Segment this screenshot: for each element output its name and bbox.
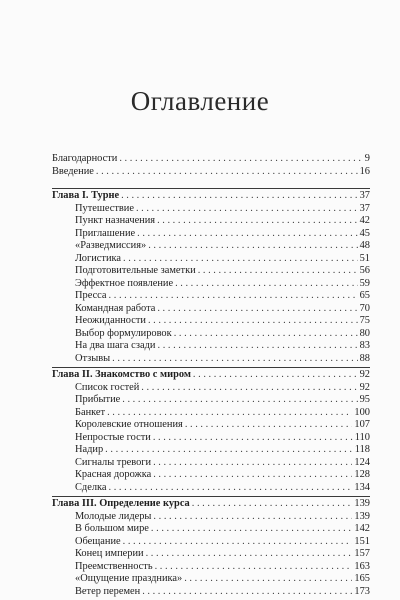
toc-subentry: [52, 419, 370, 432]
dot-leader: [185, 419, 353, 432]
chapter-heading-page: 92: [359, 369, 370, 380]
dot-leader: [109, 482, 353, 495]
dot-leader: [123, 253, 358, 266]
dot-leader: [184, 573, 352, 586]
toc-subentry-title: Прибытие: [75, 394, 121, 405]
dot-leader: [192, 498, 353, 511]
dot-leader: [148, 315, 358, 328]
toc-subentry: [52, 586, 370, 599]
toc-subentry-title: В большом мире: [75, 523, 149, 534]
toc-subentry-title: Неожиданности: [75, 315, 146, 326]
toc-subentry-title: Конец империи: [75, 548, 144, 559]
toc-subentry-page: 165: [354, 573, 370, 584]
toc-subentry-page: 128: [354, 469, 370, 480]
toc-subentry-page: 88: [359, 352, 370, 364]
toc-subentry: [52, 561, 370, 574]
toc-subentry: [52, 482, 370, 495]
toc-subentry: [52, 573, 370, 586]
toc-subentry: [52, 469, 370, 482]
dot-leader: [153, 469, 352, 482]
toc-subentry-title: Командная работа: [75, 302, 156, 314]
toc-subentry-page: 80: [359, 327, 370, 339]
toc-subentry: [52, 382, 370, 395]
toc-subentry-title: Подготовительные заметки: [75, 265, 196, 276]
toc-subentry: [52, 407, 370, 420]
dot-leader: [153, 432, 353, 445]
toc-subentry: [52, 315, 370, 328]
toc-subentry-page: 48: [359, 240, 370, 251]
dot-leader: [105, 444, 353, 457]
toc-subentry-title: Обещание: [75, 535, 121, 547]
dot-leader: [151, 523, 352, 536]
toc-subentry-title: Банкет: [75, 406, 106, 418]
chapter-divider: [52, 496, 370, 497]
toc-entry-page: 9: [364, 153, 370, 164]
toc-subentry-title: Список гостей: [75, 381, 140, 393]
dot-leader: [148, 240, 357, 253]
toc-subentry-title: Пресса: [75, 290, 107, 301]
toc-subentry-title: Преемственность: [75, 560, 153, 572]
toc-subentry-title: Путешествие: [75, 202, 134, 214]
toc-subentry: [52, 511, 370, 524]
dot-leader: [107, 407, 352, 420]
toc-subentry-title: Отзывы: [75, 352, 111, 364]
chapters-list: [52, 190, 370, 598]
toc-subentry-page: 107: [354, 419, 370, 430]
dot-leader: [122, 394, 357, 407]
toc-subentry-title: Логистика: [75, 252, 122, 264]
chapter-heading: [52, 369, 370, 382]
dot-leader: [158, 340, 358, 353]
toc-subentry: [52, 523, 370, 536]
table-of-contents: [52, 153, 370, 598]
toc-subentry-page: 45: [359, 227, 370, 239]
chapter-heading: [52, 498, 370, 511]
section-gap: [52, 178, 370, 186]
toc-subentry-page: 163: [354, 560, 370, 572]
toc-subentry-page: 157: [354, 548, 370, 559]
toc-subentry: [52, 203, 370, 216]
toc-subentry-title: Пункт назначения: [75, 215, 156, 226]
toc-entry-title: Благодарности: [52, 153, 118, 164]
chapter-heading-title: Глава I. Турне: [52, 190, 120, 201]
chapter-heading-page: 139: [354, 498, 370, 509]
toc-subentry-title: «Ощущение праздника»: [75, 573, 183, 584]
toc-entry-title: Введение: [52, 165, 94, 177]
toc-subentry-title: «Разведмиссия»: [75, 240, 147, 251]
toc-subentry-page: 142: [354, 523, 370, 534]
dot-leader: [119, 153, 362, 166]
toc-subentry-page: 42: [359, 215, 370, 226]
dot-leader: [142, 586, 352, 599]
toc-subentry-page: 59: [359, 277, 370, 289]
dot-leader: [153, 457, 352, 470]
toc-subentry: [52, 353, 370, 366]
section-divider: [52, 188, 370, 189]
toc-subentry-title: Королевские отношения: [75, 419, 183, 430]
toc-subentry-page: 134: [354, 481, 370, 493]
toc-entry-page: 16: [359, 165, 370, 177]
chapter-heading-title: Глава II. Знакомство с миром: [52, 369, 191, 380]
toc-subentry-page: 139: [354, 510, 370, 522]
toc-subentry: [52, 432, 370, 445]
toc-subentry: [52, 328, 370, 341]
toc-subentry-page: 83: [359, 340, 370, 351]
toc-subentry: [52, 394, 370, 407]
toc-subentry: [52, 303, 370, 316]
dot-leader: [155, 561, 353, 574]
toc-subentry: [52, 278, 370, 291]
toc-subentry-title: Красная дорожка: [75, 469, 152, 480]
chapter-heading-page: 37: [359, 190, 370, 201]
dot-leader: [112, 353, 357, 366]
dot-leader: [146, 548, 353, 561]
toc-subentry-page: 118: [354, 444, 370, 455]
dot-leader: [193, 369, 358, 382]
dot-leader: [153, 511, 352, 524]
toc-subentry-title: Ветер перемен: [75, 585, 141, 597]
dot-leader: [123, 536, 353, 549]
toc-subentry-page: 65: [359, 290, 370, 301]
dot-leader: [175, 278, 358, 291]
toc-subentry-page: 100: [354, 406, 370, 418]
toc-subentry-title: Надир: [75, 444, 104, 455]
toc-subentry: [52, 215, 370, 228]
toc-subentry-title: На два шага сзади: [75, 340, 156, 351]
toc-subentry: [52, 240, 370, 253]
toc-subentry-title: Молодые лидеры: [75, 510, 152, 522]
toc-subentry-title: Сигналы тревоги: [75, 456, 152, 468]
toc-subentry-title: Эффектное появление: [75, 277, 174, 289]
toc-subentry-page: 56: [359, 265, 370, 276]
chapter-heading-title: Глава III. Определение курса: [52, 498, 190, 509]
toc-subentry-page: 95: [359, 394, 370, 405]
toc-subentry-page: 37: [359, 202, 370, 214]
toc-subentry-page: 173: [354, 585, 370, 597]
dot-leader: [198, 265, 358, 278]
toc-subentry: [52, 548, 370, 561]
dot-leader: [157, 303, 357, 316]
dot-leader: [136, 203, 358, 216]
toc-subentry: [52, 457, 370, 470]
toc-subentry-page: 92: [359, 381, 370, 393]
toc-subentry-page: 110: [354, 431, 370, 443]
toc-subentry-page: 75: [359, 315, 370, 326]
toc-subentry-page: 51: [359, 252, 370, 264]
toc-subentry-title: Приглашение: [75, 227, 136, 239]
toc-subentry: [52, 444, 370, 457]
toc-subentry-title: Непростые гости: [75, 431, 151, 443]
dot-leader: [174, 328, 358, 341]
toc-subentry: [52, 265, 370, 278]
dot-leader: [137, 228, 357, 241]
page-title: Оглавление: [130, 86, 270, 116]
toc-subentry-title: Выбор формулировок: [75, 327, 172, 339]
dot-leader: [157, 215, 358, 228]
chapter-heading: [52, 190, 370, 203]
toc-subentry: [52, 253, 370, 266]
toc-subentry: [52, 290, 370, 303]
toc-entry: [52, 153, 370, 166]
dot-leader: [96, 166, 358, 179]
toc-subentry-page: 70: [359, 302, 370, 314]
dot-leader: [109, 290, 358, 303]
dot-leader: [121, 190, 358, 203]
dot-leader: [141, 382, 357, 395]
toc-subentry-page: 124: [354, 456, 370, 468]
toc-subentry: [52, 340, 370, 353]
toc-subentry-title: Сделка: [75, 481, 107, 493]
chapter-divider: [52, 367, 370, 368]
toc-subentry-page: 151: [354, 535, 370, 547]
toc-entry: [52, 166, 370, 179]
toc-subentry: [52, 228, 370, 241]
toc-subentry: [52, 536, 370, 549]
